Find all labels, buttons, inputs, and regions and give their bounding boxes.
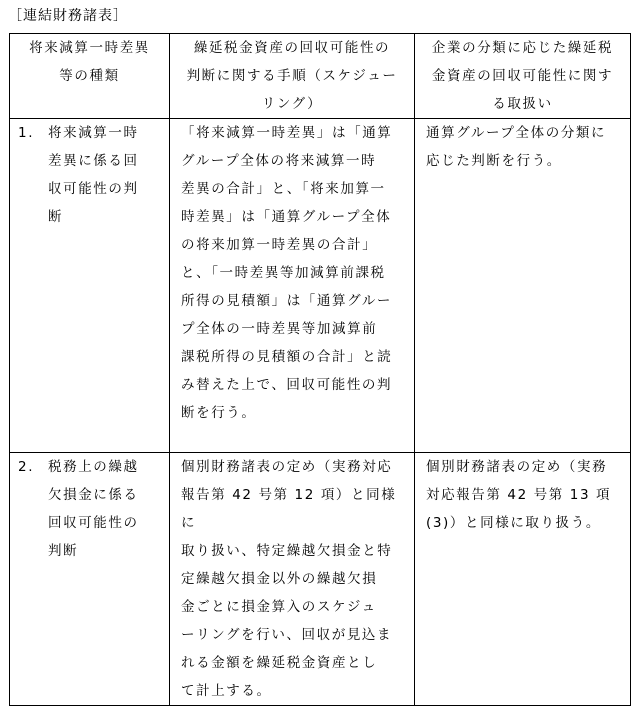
row1-treatment-text: 通算グループ全体の分類に 応じた判断を行う。 — [426, 125, 607, 169]
row1-type-text: 将来減算一時 差異に係る回 収可能性の判 断 — [48, 125, 139, 225]
header-row — [10, 34, 631, 119]
header-treatment-text: 企業の分類に応じた繰延税 金資産の回収可能性に関す る取扱い — [431, 40, 614, 112]
header-procedure-text: 繰延税金資産の回収可能性の 判断に関する手順（スケジュー リング） — [186, 40, 398, 112]
header-type-text: 将来減算一時差異 等の種類 — [29, 40, 150, 84]
row1-treatment-cell — [415, 119, 631, 453]
row2-type-text: 税務上の繰越 欠損金に係る 回収可能性の 判断 — [48, 459, 139, 559]
table-caption: ［連結財務諸表］ — [8, 8, 128, 24]
header-procedure — [170, 34, 415, 119]
header-type — [10, 34, 170, 119]
row2-procedure-text: 個別財務諸表の定め（実務対応 報告第 42 号第 12 項）と同様に 取り扱い、特定繰越欠損金と特 定繰越欠損金以外の繰越欠損 金ごとに損金算入のスケジュ ーリングを行い、回収が見込ま れる金額を繰延税金資産とし て計上する。 — [181, 459, 397, 699]
row2-type-cell — [10, 453, 170, 706]
row1-type-cell — [10, 119, 170, 453]
table-row — [10, 453, 631, 706]
row2-treatment-cell — [415, 453, 631, 706]
row2-treatment-text: 個別財務諸表の定め（実務 対応報告第 42 号第 13 項 (3)）と同様に取り扱う。 — [426, 459, 612, 531]
table-row — [10, 119, 631, 453]
row1-number: 1. — [18, 125, 35, 141]
row1-procedure-cell — [170, 119, 415, 453]
row2-number: 2. — [18, 459, 35, 475]
row1-procedure-text: 「将来減算一時差異」は「通算 グループ全体の将来減算一時 差異の合計」と、「将来加算一 時差異」は「通算グループ全体 の将来加算一時差異の合計」 と、「一時差異等加減算前課税 所得の見積額」は「通算グルー プ全体の一時差異等加減算前 課税所得の見積額の合計」と読 み替えた上で、回収可能性の判 断を行う。 — [181, 125, 393, 421]
consolidated-fs-table — [9, 33, 631, 706]
header-treatment — [415, 34, 631, 119]
row2-procedure-cell — [170, 453, 415, 706]
